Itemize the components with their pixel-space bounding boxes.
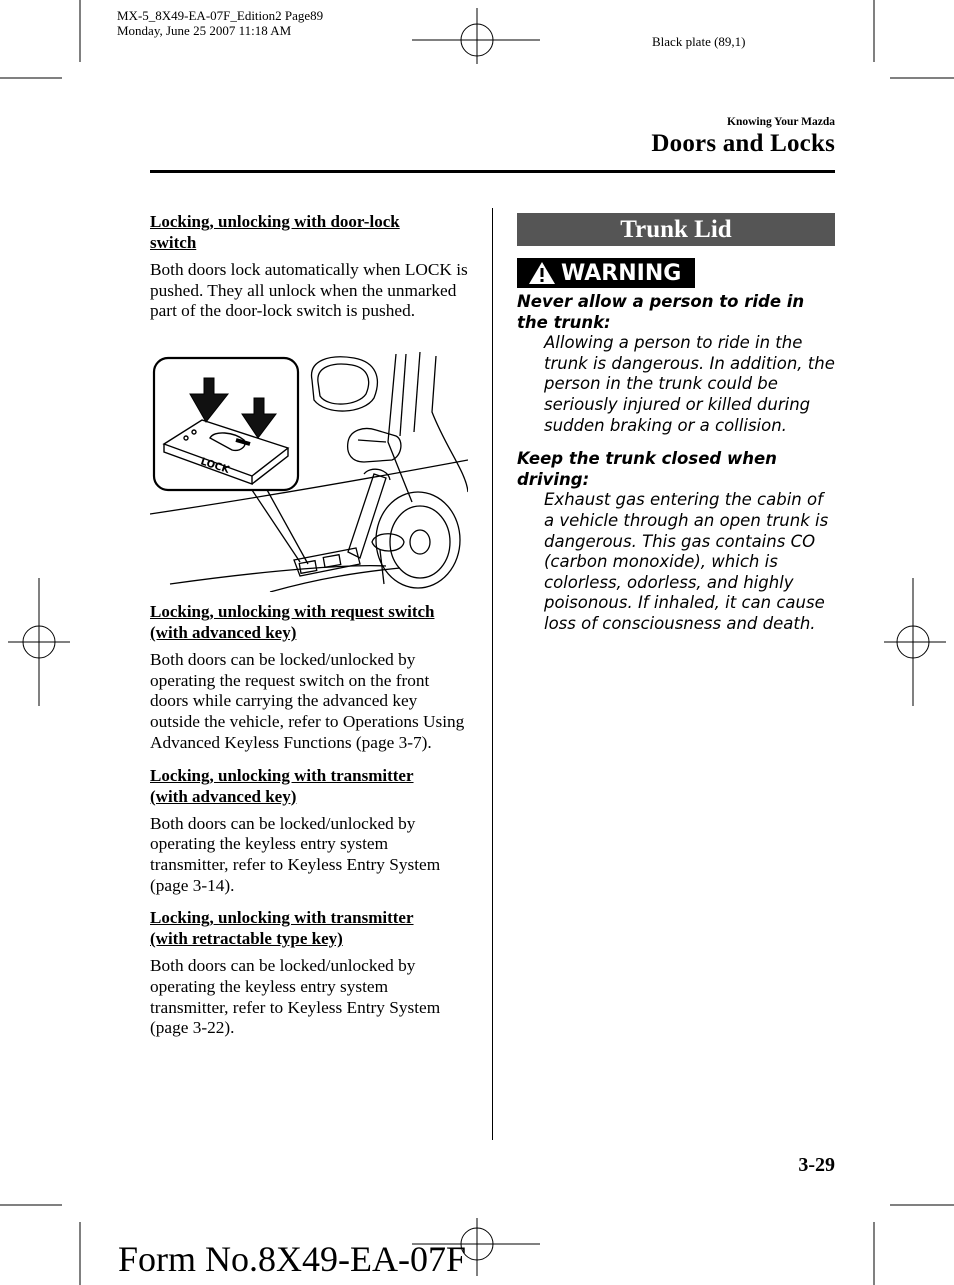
lock-label: LOCK <box>199 456 231 477</box>
warning-body-ride-trunk: Allowing a person to ride in the trunk is dangerous. In addition, the person in the trunk could be seriously injured or killed during sudden braking or a collision. <box>544 333 835 435</box>
paragraph-request-switch: Both doors can be locked/unlocked by operating the request switch on the front doors while carrying the advanced key outside the vehicle, refer to Operations Using Advanced Keyless Functions (page 3-7). <box>150 650 465 752</box>
print-meta <box>117 8 323 38</box>
plate-label: Black plate (89,1) <box>652 34 746 49</box>
page-title: Doors and Locks <box>651 130 835 157</box>
column-divider <box>492 208 493 1140</box>
section-heading-transmitter-retractable: Locking, unlocking with transmitter (with retractable type key) <box>150 908 414 949</box>
left-column-bottom <box>150 601 468 1050</box>
warning-body-trunk-closed: Exhaust gas entering the cabin of a vehicle through an open trunk is dangerous. This gas contains CO (carbon monoxide), which is colorless, odorless, and highly poisonous. If inhaled, it can cause loss of consciousness and death. <box>544 490 829 633</box>
warning-content <box>517 292 835 635</box>
section-heading-transmitter-advanced: Locking, unlocking with transmitter (with advanced key) <box>150 765 414 806</box>
paragraph-door-lock-switch: Both doors lock automatically when LOCK is pushed. They all unlock when the unmarked part of the door-lock switch is pushed. <box>150 260 468 321</box>
warning-label: WARNING <box>561 260 682 286</box>
section-heading-request-switch: Locking, unlocking with request switch (with advanced key) <box>150 602 435 642</box>
left-column-top <box>150 211 468 333</box>
door-lock-switch-illustration <box>150 352 468 592</box>
section-label: Knowing Your Mazda <box>727 116 835 128</box>
page-number: 3-29 <box>798 1154 835 1176</box>
trunk-lid-heading: Trunk Lid <box>517 213 835 246</box>
section-heading-door-lock-switch: Locking, unlocking with door-lock switch <box>150 212 400 252</box>
warning-heading-ride-trunk: Never allow a person to ride in the trunk: <box>517 292 805 332</box>
warning-heading-trunk-closed: Keep the trunk closed when driving: <box>517 449 777 489</box>
paragraph-transmitter-retractable: Both doors can be locked/unlocked by operating the keyless entry system transmitter, refer to Keyless Entry System (page 3-22). <box>150 956 441 1038</box>
warning-triangle-icon <box>527 260 557 286</box>
header-rule <box>150 170 835 173</box>
form-number: Form No.8X49-EA-07F <box>118 1239 466 1279</box>
print-meta-line-2: Monday, June 25 2007 11:18 AM <box>117 23 292 38</box>
print-meta-line-1: MX-5_8X49-EA-07F_Edition2 Page89 <box>117 8 324 23</box>
paragraph-transmitter-advanced: Both doors can be locked/unlocked by operating the keyless entry system transmitter, refer to Keyless Entry System (page 3-14). <box>150 813 441 895</box>
warning-badge <box>517 258 695 288</box>
